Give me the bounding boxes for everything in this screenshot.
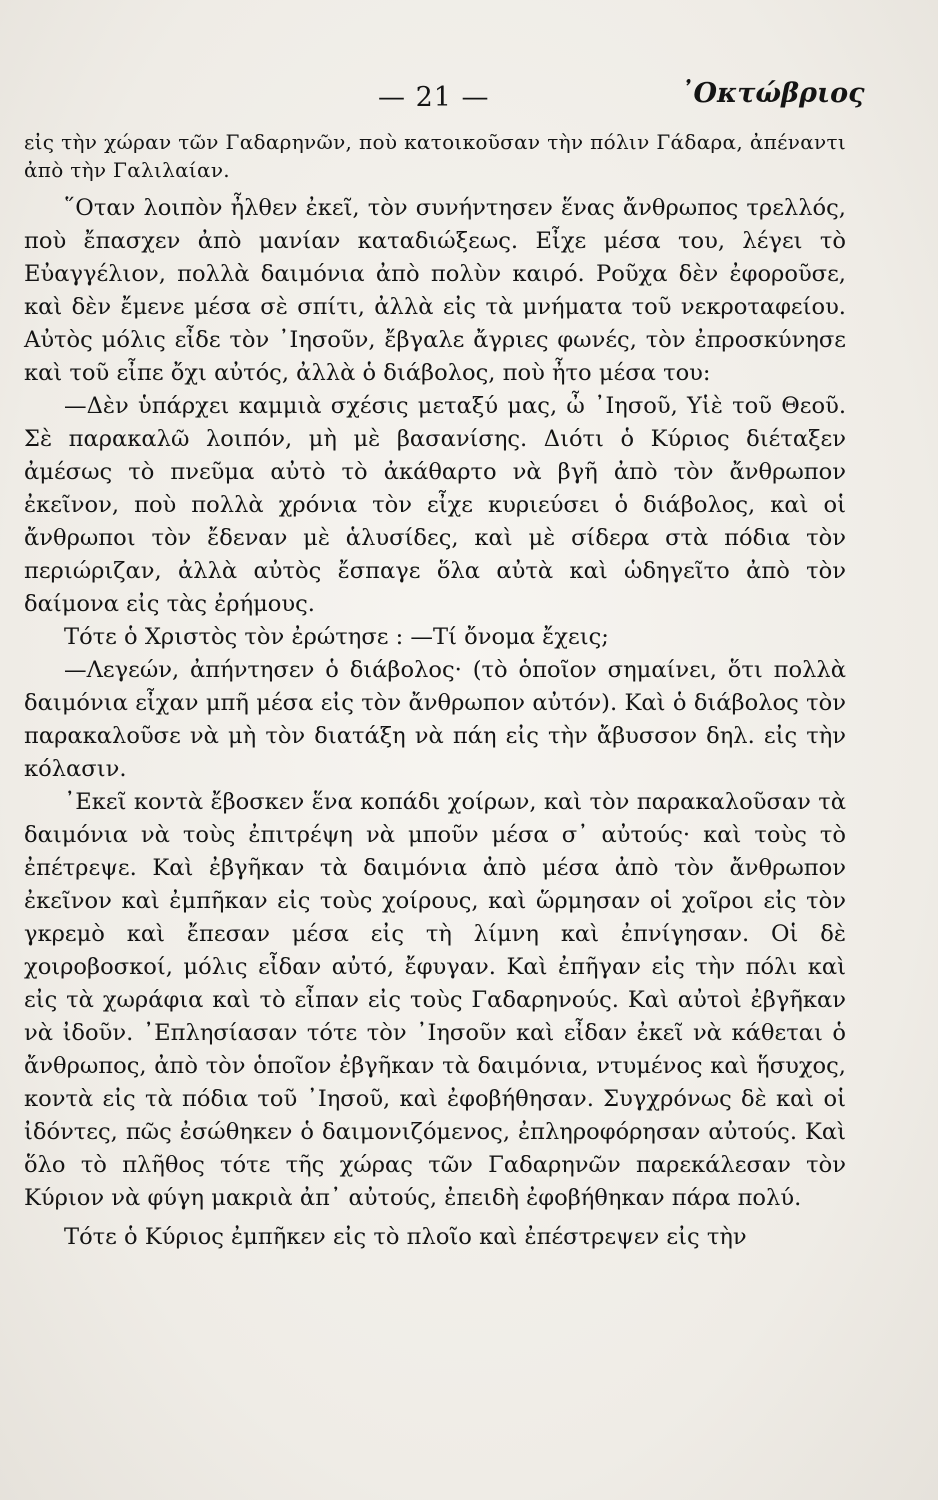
paragraph-question: Τότε ὁ Χριστὸς τὸν ἐρώτησε : —Τί ὄνομα ἔχεις;: [64, 624, 609, 650]
paragraph-plea: —Δὲν ὑπάρχει καμμιὰ σχέσις μεταξύ μας, ὦ ᾽Ιησοῦ, Υἱὲ τοῦ Θεοῦ. Σὲ παρακαλῶ λοιπόν, μὴ μὲ βασανίσης. Διότι ὁ Κύριος διέταξεν ἀμέσως τὸ πνεῦμα αὐτὸ τὸ ἀκάθαρτο νὰ βγῆ ἀπὸ τὸν ἄνθρωπον ἐκεῖνον, ποὺ πολλὰ χρόνια τὸν εἶχε κυριεύσει ὁ διάβολος, καὶ οἱ ἄνθρωποι τὸν ἔδεναν μὲ ἁλυσίδες, καὶ μὲ σίδερα στὰ πόδια τὸν περιώριζαν, ἀλλὰ αὐτὸς ἔσπαγε ὅλα αὐτὰ καὶ ὡδηγεῖτο ἀπὸ τὸν δαίμονα εἰς τὰς ἐρήμους.: [24, 393, 846, 617]
page-number: — 21 —: [378, 82, 490, 113]
paragraph-swine: ᾽Εκεῖ κοντὰ ἔβοσκεν ἕνα κοπάδι χοίρων, καὶ τὸν παρακαλοῦσαν τὰ δαιμόνια νὰ τοὺς ἐπιτρέψη νὰ μποῦν μέσα σ᾽ αὐτούς· καὶ τοὺς τὸ ἐπέτρεψε. Καὶ ἐβγῆκαν τὰ δαιμόνια ἀπὸ μέσα ἀπὸ τὸν ἄνθρωπον ἐκεῖνον καὶ ἐμπῆκαν εἰς τοὺς χοίρους, καὶ ὥρμησαν οἱ χοῖροι εἰς τὸν γκρεμὸ καὶ ἔπεσαν μέσα εἰς τὴ λίμνη καὶ ἐπνίγησαν. Οἱ δὲ χοιροβοσκοί, μόλις εἶδαν αὐτό, ἔφυγαν. Καὶ ἐπῆγαν εἰς τὴν πόλι καὶ εἰς τὰ χωράφια καὶ τὸ εἶπαν εἰς τοὺς Γαδαρηνούς. Καὶ αὐτοὶ ἐβγῆκαν νὰ ἰδοῦν. ᾽Επλησίασαν τότε τὸν ᾽Ιησοῦν καὶ εἶδαν ἐκεῖ νὰ κάθεται ὁ ἄνθρωπος, ἀπὸ τὸν ὁποῖον ἐβγῆκαν τὰ δαιμόνια, ντυμένος καὶ ἥσυχος, κοντὰ εἰς τὰ πόδια τοῦ ᾽Ιησοῦ, καὶ ἐφοβήθησαν. Συγχρόνως δὲ καὶ οἱ ἰδόντες, πῶς ἐσώθηκεν ὁ δαιμονιζόμενος, ἐπληροφόρησαν αὐτούς. Καὶ ὅλο τὸ πλῆθος τότε τῆς χώρας τῶν Γαδαρηνῶν παρεκάλεσαν τὸν Κύριον νὰ φύγη μακριὰ ἀπ᾽ αὐτούς, ἐπειδὴ ἐφοβήθηκαν πάρα πολύ.: [24, 789, 846, 1211]
page-header: [0, 72, 938, 116]
body-text: [24, 128, 846, 1254]
paragraph-opening: εἰς τὴν χώραν τῶν Γαδαρηνῶν, ποὺ κατοικοῦσαν τὴν πόλιν Γάδαρα, ἀπέναντι ἀπὸ τὴν Γαλιλαίαν.: [24, 130, 846, 182]
paragraph-closing: Τότε ὁ Κύριος ἐμπῆκεν εἰς τὸ πλοῖο καὶ ἐπέστρεψεν εἰς τὴν: [64, 1224, 747, 1250]
paragraph-legion: —Λεγεών, ἀπήντησεν ὁ διάβολος· (τὸ ὁποῖον σημαίνει, ὅτι πολλὰ δαιμόνια εἶχαν μπῆ μέσα εἰς τὸν ἄνθρωπον αὐτόν). Καὶ ὁ διάβολος τὸν παρακαλοῦσε νὰ μὴ τὸν διατάξη νὰ πάη εἰς τὴν ἄβυσσον δηλ. εἰς τὴν κόλασιν.: [24, 657, 846, 782]
running-head: ᾽Οκτώβριος: [680, 78, 865, 109]
paragraph-demoniac: ῞Οταν λοιπὸν ἦλθεν ἐκεῖ, τὸν συνήντησεν ἕνας ἄνθρωπος τρελλός, ποὺ ἔπασχεν ἀπὸ μανίαν καταδιώξεως. Εἶχε μέσα του, λέγει τὸ Εὐαγγέλιον, πολλὰ δαιμόνια ἀπὸ πολὺν καιρό. Ροῦχα δὲν ἐφοροῦσε, καὶ δὲν ἔμενε μέσα σὲ σπίτι, ἀλλὰ εἰς τὰ μνήματα τοῦ νεκροταφείου. Αὐτὸς μόλις εἶδε τὸν ᾽Ιησοῦν, ἔβγαλε ἄγριες φωνές, τὸν ἐπροσκύνησε καὶ τοῦ εἶπε ὄχι αὐτός, ἀλλὰ ὁ διάβολος, ποὺ ἦτο μέσα του:: [24, 195, 846, 386]
